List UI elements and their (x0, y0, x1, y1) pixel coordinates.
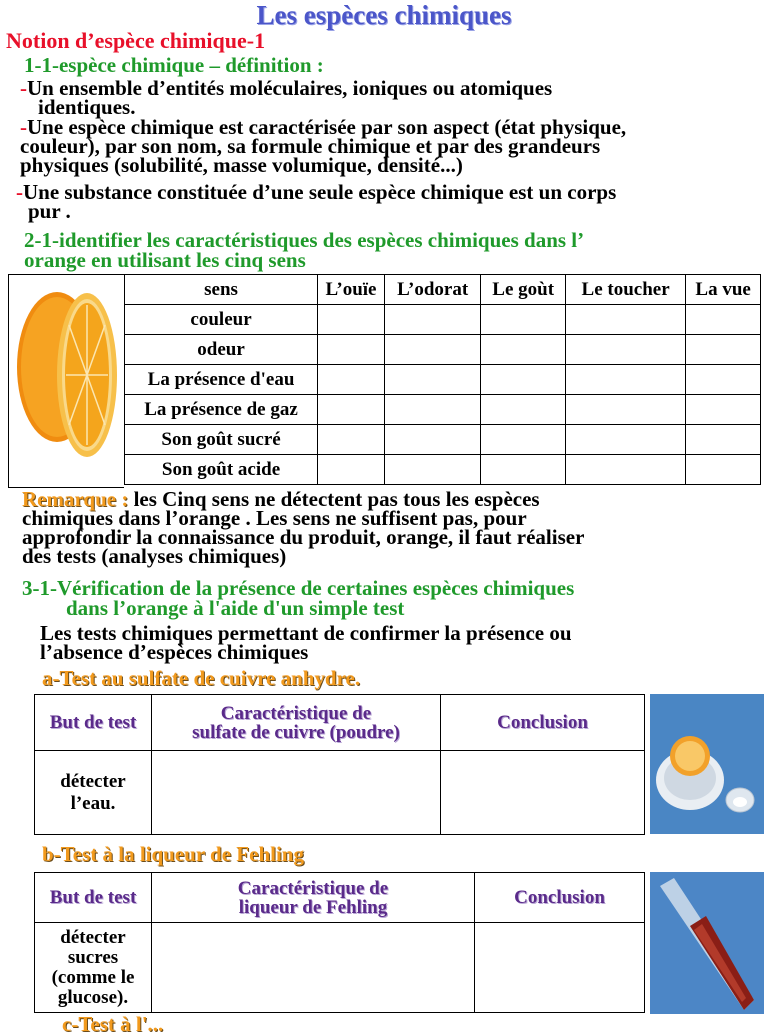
test-a-goal-cell (35, 751, 152, 835)
senses-row-label: odeur (125, 335, 318, 365)
test-a-col-conclusion: Conclusion (441, 695, 645, 751)
senses-row-label: La présence de gaz (125, 395, 318, 425)
test-a-col-characteristic-line2: sulfate de cuivre (poudre) (192, 721, 400, 743)
test-b-goal-cell (35, 923, 152, 1013)
table-row (35, 923, 645, 1013)
table-row (125, 305, 761, 335)
section1-subheading: 1-1-espèce chimique – définition : (24, 53, 324, 77)
table-row (125, 395, 761, 425)
bullet2-line1: Une espèce chimique est caractérisée par son aspect (état physique, (27, 115, 627, 139)
test-a-title: a-Test au sulfate de cuivre anhydre. (42, 666, 361, 690)
test-a-goal-line2: l’eau. (70, 792, 116, 814)
test-a-col-goal: But de test (35, 695, 152, 751)
senses-header-cell: sens (125, 275, 318, 305)
table-row (125, 455, 761, 485)
section3-heading-line1: 3-1-Vérification de la présence de certaines espèces chimiques (22, 576, 575, 600)
remark-line3: approfondir la connaissance du produit, orange, il faut réaliser (22, 525, 585, 549)
definition-bullet-3 (16, 180, 761, 223)
senses-header-cell: Le toucher (565, 275, 685, 305)
remark-paragraph (22, 487, 762, 568)
section3-intro-line1: Les tests chimiques permettant de confirmer la présence ou (40, 621, 572, 645)
test-a-col-characteristic-line1: Caractéristique de (220, 702, 372, 724)
copper-sulfate-test-image (650, 694, 764, 834)
section1-heading: Notion d’espèce chimique-1 (6, 28, 266, 53)
test-a-goal-line1: détecter (60, 770, 126, 792)
bullet-dash: - (16, 180, 23, 204)
bullet3-line2: pur . (28, 199, 71, 223)
test-b-header-row (35, 873, 645, 923)
bullet2-line3: physiques (solubilité, masse volumique, densité...) (20, 153, 463, 177)
copper-sulfate-test-photo (650, 694, 764, 834)
senses-header-cell: L’ouïe (318, 275, 385, 305)
bullet-dash: - (20, 115, 27, 139)
fehling-test-photo (650, 872, 764, 1014)
section2-heading-line2: orange en utilisant les cinq sens (24, 248, 306, 272)
bullet-dash: - (20, 76, 27, 100)
senses-table (124, 274, 761, 485)
fehling-test-tube-image (650, 872, 764, 1014)
bullet3-line1: Une substance constituée d’une seule espèce chimique est un corps (23, 180, 617, 204)
section3-heading-line2: dans l’orange à l'aide d'un simple test (66, 596, 405, 620)
section3-intro (40, 621, 760, 664)
senses-row-label: La présence d'eau (125, 365, 318, 395)
bullet1-line2: identiques. (38, 95, 136, 119)
senses-row-label: couleur (125, 305, 318, 335)
table-row (35, 751, 645, 835)
senses-header-cell: L’odorat (384, 275, 481, 305)
test-b-col-characteristic-line2: liqueur de Fehling (238, 896, 388, 918)
table-row (125, 335, 761, 365)
bullet1-line1: Un ensemble d’entités moléculaires, ioniques ou atomiques (27, 76, 553, 100)
test-b-goal-line4: glucose). (57, 986, 129, 1008)
definition-bullet-2 (20, 115, 765, 177)
orange-slice-image (9, 275, 123, 487)
test-c-title-partial: c-Test à l'... (62, 1012, 164, 1036)
test-b-goal-line2: sucres (67, 946, 119, 968)
senses-header-row (125, 275, 761, 305)
senses-header-cell: La vue (686, 275, 761, 305)
test-b-goal-line1: détecter (60, 926, 126, 948)
test-b-col-conclusion: Conclusion (475, 873, 645, 923)
test-a-col-characteristic (152, 695, 441, 751)
page-title: Les espèces chimiques (256, 0, 512, 30)
test-b-title: b-Test à la liqueur de Fehling (42, 842, 304, 866)
bullet2-line2: couleur), par son nom, sa formule chimique et par des grandeurs (20, 134, 601, 158)
senses-row-label: Son goût acide (125, 455, 318, 485)
remark-line1: les Cinq sens ne détectent pas tous les espèces (128, 487, 540, 511)
table-row (125, 365, 761, 395)
orange-image-frame (8, 274, 124, 488)
remark-line4: des tests (analyses chimiques) (22, 544, 287, 568)
test-b-table (34, 872, 645, 1013)
test-b-goal-line3: (comme le (51, 966, 135, 988)
section3-heading (22, 578, 762, 618)
test-a-table (34, 694, 645, 835)
section3-intro-line2: l’absence d’espèces chimiques (40, 640, 309, 664)
senses-header-cell: Le goùt (481, 275, 566, 305)
senses-row-label: Son goût sucré (125, 425, 318, 455)
test-b-col-goal: But de test (35, 873, 152, 923)
definition-bullet-1 (20, 76, 760, 119)
section2-heading (24, 230, 764, 270)
test-b-col-characteristic (152, 873, 475, 923)
test-a-header-row (35, 695, 645, 751)
remark-line2: chimiques dans l’orange . Les sens ne suffisent pas, pour (22, 506, 527, 530)
section2-heading-line1: 2-1-identifier les caractéristiques des espèces chimiques dans l’ (24, 228, 585, 252)
remark-label: Remarque : (22, 487, 129, 511)
test-b-col-characteristic-line1: Caractéristique de (237, 877, 389, 899)
table-row (125, 425, 761, 455)
